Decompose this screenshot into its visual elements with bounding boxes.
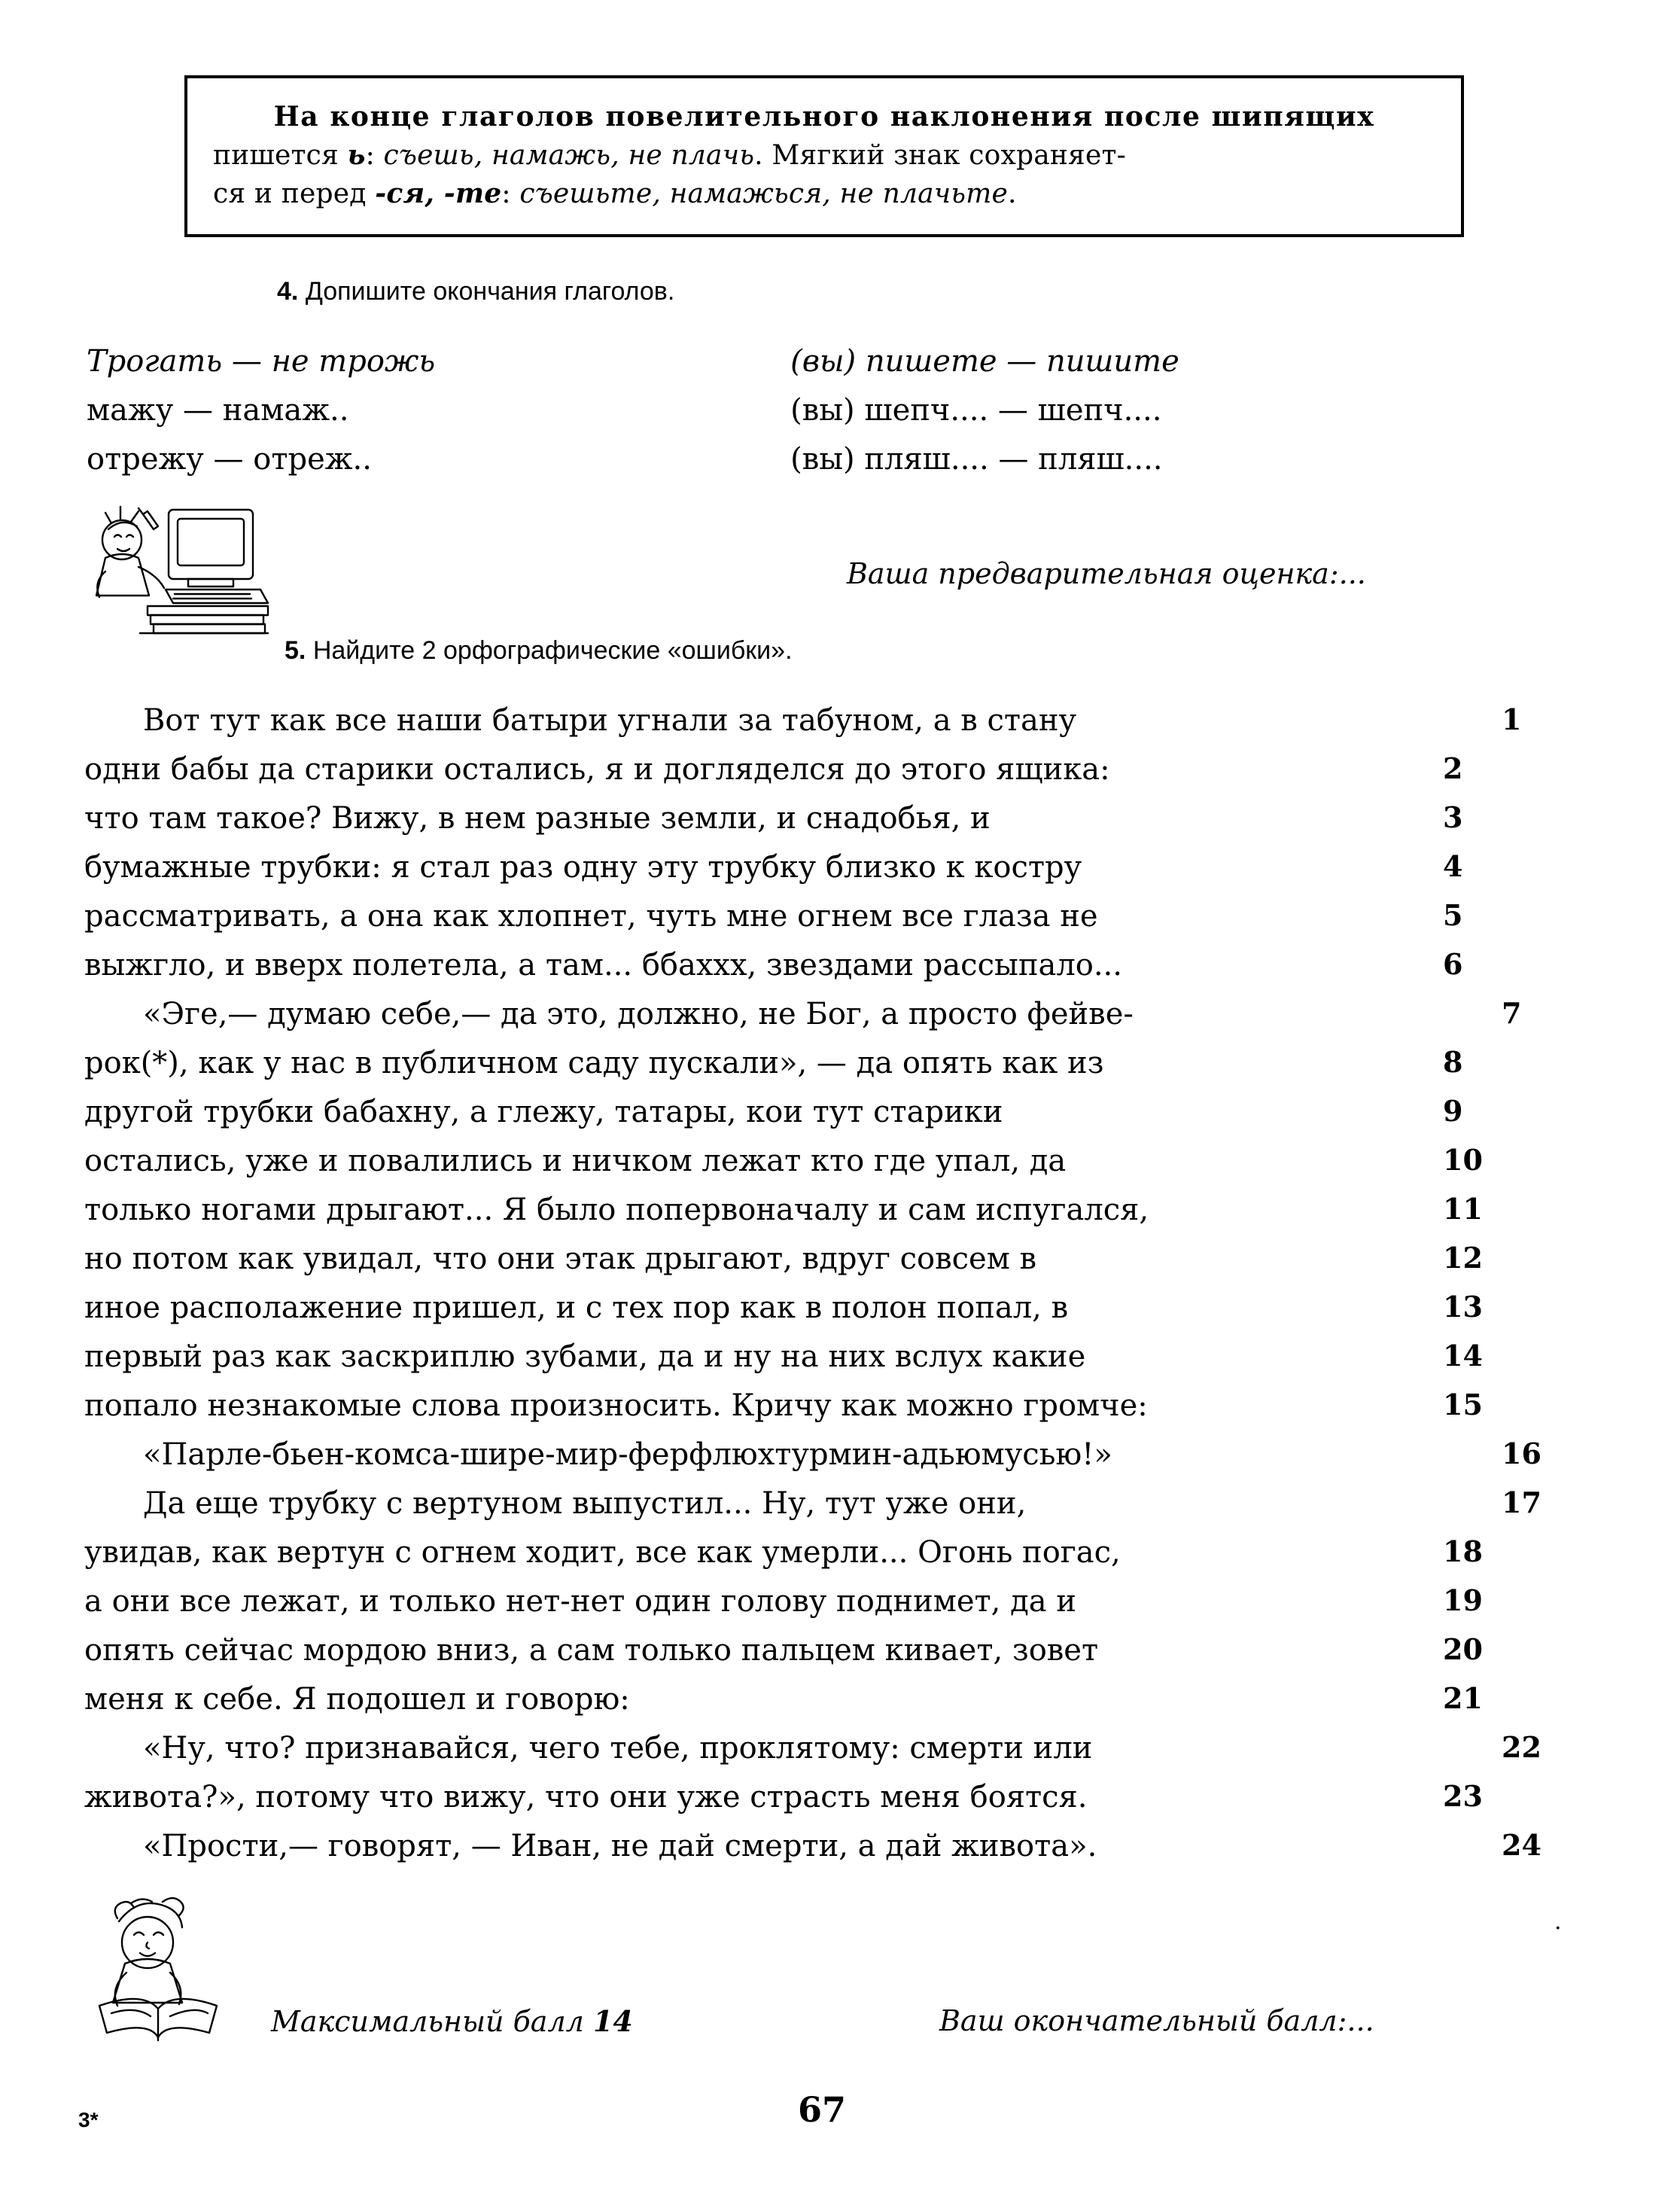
rule-soft-sign: ь (347, 139, 366, 172)
task-4-right-item: (вы) пляш.... — пляш.... (790, 441, 1163, 477)
story-line (84, 1284, 1488, 1333)
task-5-title: Найдите 2 орфографические «ошибки». (312, 636, 793, 665)
task-4-number: 4. (277, 277, 299, 306)
line-number: 15 (1443, 1388, 1483, 1421)
rule-colon-2: : (501, 178, 520, 210)
story-line-text: «Прости,— говорят, — Иван, не дай смерти, а дай живота». (143, 1829, 1097, 1863)
task-5-heading (285, 636, 793, 666)
line-number: 23 (1443, 1779, 1483, 1813)
story-line (84, 892, 1488, 941)
story-lines (84, 696, 1542, 1871)
story-line (84, 1088, 1488, 1137)
story-line-text: попало незнакомые слова произносить. Кричу как можно громче: (84, 1388, 1148, 1423)
line-number: 19 (1443, 1583, 1483, 1617)
line-number: 13 (1443, 1290, 1483, 1324)
story-line-text: увидав, как вертун с огнем ходит, все как умерли... Огонь погас, (84, 1535, 1121, 1570)
story-line-text: что там такое? Вижу, в нем разные земли, и снадобья, и (84, 801, 991, 836)
story-line (84, 1626, 1488, 1675)
story-line (84, 1186, 1488, 1235)
line-number: 20 (1443, 1632, 1483, 1666)
line-number: 9 (1443, 1094, 1463, 1128)
task-5-text (84, 696, 1542, 1871)
rule-examples-1: съешь, намажь, не плачь (383, 140, 755, 172)
task-4-right-item: (вы) пишете — пишите (790, 344, 1179, 379)
grammar-rule-box (184, 75, 1464, 237)
line-number: 4 (1443, 849, 1463, 883)
story-line-text: бумажные трубки: я стал раз одну эту трубку близко к костру (84, 850, 1082, 885)
story-line-text: меня к себе. Я подошел и говорю: (84, 1682, 630, 1717)
child-reading-book-illustration (78, 1888, 244, 2050)
line-number: 17 (1502, 1485, 1542, 1519)
story-line (84, 1382, 1488, 1431)
task-4-right-item: (вы) шепч.... — шепч.... (790, 392, 1162, 428)
story-line (84, 1675, 1488, 1724)
story-line-text: живота?», потому что вижу, что они уже страсть меня боятся. (84, 1780, 1088, 1814)
line-number: 14 (1443, 1339, 1483, 1373)
story-line-text: опять сейчас мордою вниз, а сам только пальцем кивает, зовет (84, 1633, 1099, 1668)
final-score-label: Ваш окончательный балл:... (939, 2004, 1374, 2037)
rule-period: . (1007, 178, 1017, 210)
story-line (84, 745, 1488, 794)
story-line-text: другой трубки бабахну, а глежу, татары, кои тут старики (84, 1095, 1003, 1129)
rule-suffixes: -ся, -те (375, 178, 502, 210)
story-line-text: первый раз как заскриплю зубами, да и ну на них вслух какие (84, 1339, 1086, 1374)
story-line-text: рок(*), как у нас в публичном саду пускали», — да опять как из (84, 1046, 1104, 1080)
line-number: 21 (1443, 1681, 1483, 1715)
story-line-text: одни бабы да старики остались, я и догляделся до этого ящика: (84, 752, 1110, 787)
story-line (84, 1528, 1488, 1577)
task-4-left-item: отрежу — отреж.. (87, 441, 372, 477)
rule-text: пишется (213, 140, 348, 172)
line-number: 6 (1443, 947, 1463, 981)
story-line-text: только ногами дрыгают... Я было попервоначалу и сам испугался, (84, 1193, 1149, 1227)
task-4-right-column (790, 337, 1528, 483)
story-line (84, 941, 1488, 990)
line-number: 5 (1443, 898, 1463, 932)
rule-text-cont: . Мягкий знак сохраняет- (754, 140, 1126, 172)
task-4-left-item: мажу — намаж.. (87, 392, 349, 428)
task-5-number: 5. (285, 636, 306, 665)
line-number: 12 (1443, 1241, 1483, 1275)
line-number: 22 (1502, 1730, 1542, 1764)
story-line (84, 1039, 1488, 1088)
story-line-text: «Эге,— думаю себе,— да это, должно, не Бог, а просто фейве- (143, 997, 1134, 1031)
task-4-left-column (87, 337, 787, 483)
story-line-text: рассматривать, а она как хлопнет, чуть мне огнем все глаза не (84, 899, 1098, 934)
line-number: 2 (1443, 751, 1463, 785)
story-line (84, 1235, 1488, 1284)
rule-line-3 (213, 175, 1435, 213)
story-line (84, 1577, 1488, 1626)
rule-colon: : (365, 140, 384, 172)
story-line (84, 843, 1488, 892)
task-4-heading (277, 277, 674, 306)
computer-icon (75, 493, 278, 647)
line-number: 24 (1502, 1828, 1542, 1862)
line-number: 7 (1502, 996, 1522, 1030)
story-line-text: а они все лежат, и только нет-нет один голову поднимет, да и (84, 1584, 1076, 1619)
story-line-text: «Ну, что? признавайся, чего тебе, проклятому: смерти или (143, 1731, 1093, 1766)
line-number: 1 (1502, 702, 1522, 736)
story-line (84, 1333, 1488, 1382)
max-score-value: 14 (592, 2004, 633, 2038)
rule-line-1: На конце глаголов повелительного наклонения после шипящих (273, 101, 1375, 133)
task-4-title: Допишите окончания глаголов. (305, 277, 675, 306)
line-number: 16 (1502, 1437, 1542, 1470)
max-score-label: Максимальный балл (271, 2005, 584, 2038)
story-line-text: выжгло, и вверх полетела, а там... ббахxx, звездами рассыпало... (84, 948, 1122, 983)
story-line-text: «Парле-бьен-комса-шире-мир-ферфлюхтурмин-адьюмусью!» (143, 1437, 1112, 1472)
story-line (84, 1822, 1542, 1871)
computer-student-illustration (75, 493, 278, 647)
story-line (84, 1137, 1488, 1186)
story-line (84, 1479, 1542, 1528)
rule-examples-2: съешьте, намажься, не плачьте (519, 178, 1008, 210)
story-line (84, 1724, 1542, 1773)
line-number: 3 (1443, 800, 1463, 834)
line-number: 11 (1443, 1192, 1483, 1226)
story-line (84, 1431, 1542, 1479)
story-line-text: иное располажение пришел, и с тех пор как в полон попал, в (84, 1290, 1069, 1325)
story-line (84, 990, 1522, 1039)
line-number: 18 (1443, 1534, 1483, 1568)
task-4-left-item: Трогать — не трожь (87, 344, 436, 379)
line-number: 10 (1443, 1143, 1483, 1177)
margin-mark: . (1554, 1909, 1562, 1935)
signature-mark: 3* (78, 2108, 99, 2131)
task-4-columns (87, 337, 1562, 483)
story-line-text: Да еще трубку с вертуном выпустил... Ну, тут уже они, (143, 1486, 1027, 1521)
story-line-text: но потом как увидал, что они этак дрыгают, вдруг совсем в (84, 1242, 1037, 1276)
rule-line-2 (213, 136, 1435, 175)
story-line-text: остались, уже и повалились и ничком лежат кто где упал, да (84, 1144, 1067, 1178)
story-line (84, 696, 1522, 745)
line-number: 8 (1443, 1045, 1463, 1079)
story-line (84, 794, 1488, 843)
story-line-text: Вот тут как все наши батыри угнали за табуном, а в стану (143, 703, 1077, 738)
rule-text-2: ся и перед (213, 178, 376, 210)
preliminary-score-label: Ваша предварительная оценка:... (847, 557, 1366, 590)
max-score-line (271, 2004, 633, 2038)
book-icon (78, 1888, 244, 2050)
page-number: 67 (798, 2089, 847, 2130)
story-line (84, 1773, 1488, 1822)
